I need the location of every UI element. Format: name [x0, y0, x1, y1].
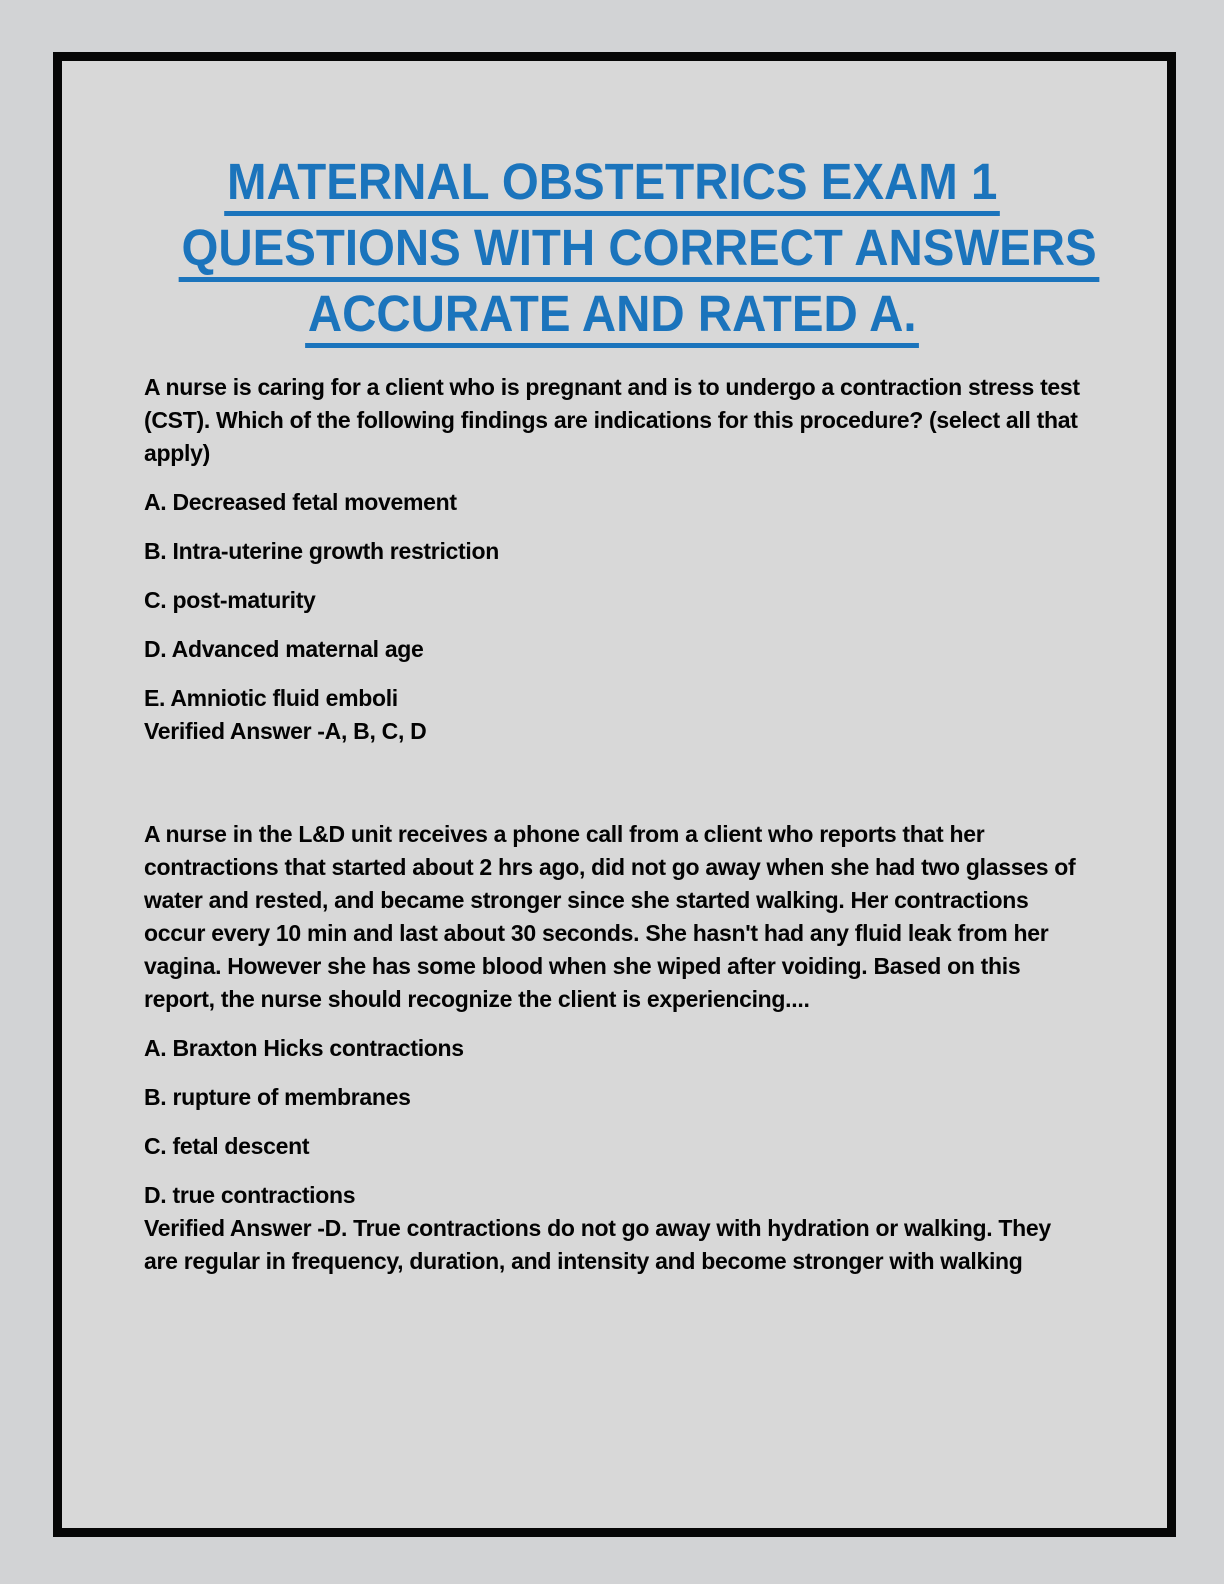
answer-option-b: B. Intra-uterine growth restriction: [144, 538, 499, 564]
verified-answer: Verified Answer -D. True contractions do not go away with hydration or walking. They are regular in frequency, duration, and intensity and become stronger with walking: [144, 1215, 1051, 1274]
answer-option-b: B. rupture of membranes: [144, 1084, 411, 1110]
page-border-frame: [53, 52, 1176, 1537]
title-row: [144, 285, 1081, 351]
question-stem: A nurse in the L&D unit receives a phone call from a client who reports that her contractions that started about 2 hrs ago, did not go away when she had two glasses of water and rested, and became stronger since she started walking. Her contractions occur every 10 min and last about 30 seconds. She hasn't had any fluid leak from her vagina. However she has some blood when she wiped after voiding. Based on this report, the nurse should recognize the client is experiencing....: [144, 821, 1076, 1012]
verified-answer: Verified Answer -A, B, C, D: [144, 718, 427, 744]
question-stem: A nurse is caring for a client who is pregnant and is to undergo a contraction stress test (CST). Which of the following findings are indications for this procedure? (select all that apply): [144, 374, 1080, 466]
document-title: [144, 153, 1097, 351]
title-row: [144, 219, 1097, 285]
answer-option-d: D. Advanced maternal age: [144, 636, 424, 662]
title-line-1: MATERNAL OBSTETRICS EXAM 1: [225, 153, 1001, 216]
answer-option-c: C. fetal descent: [144, 1133, 310, 1159]
title-row: [144, 153, 1081, 219]
page-content: [62, 153, 1167, 1278]
title-line-2: QUESTIONS WITH CORRECT ANSWERS: [179, 219, 1100, 282]
answer-option-d: D. true contractions: [144, 1182, 356, 1208]
answer-option-a: A. Braxton Hicks contractions: [144, 1035, 464, 1061]
answer-option-a: A. Decreased fetal movement: [144, 489, 457, 515]
answer-option-c: C. post-maturity: [144, 587, 316, 613]
answer-option-e: E. Amniotic fluid emboli: [144, 685, 398, 711]
title-line-3: ACCURATE AND RATED A.: [305, 285, 919, 348]
question-block-2: [144, 818, 1081, 1278]
question-block-1: [144, 371, 1081, 748]
